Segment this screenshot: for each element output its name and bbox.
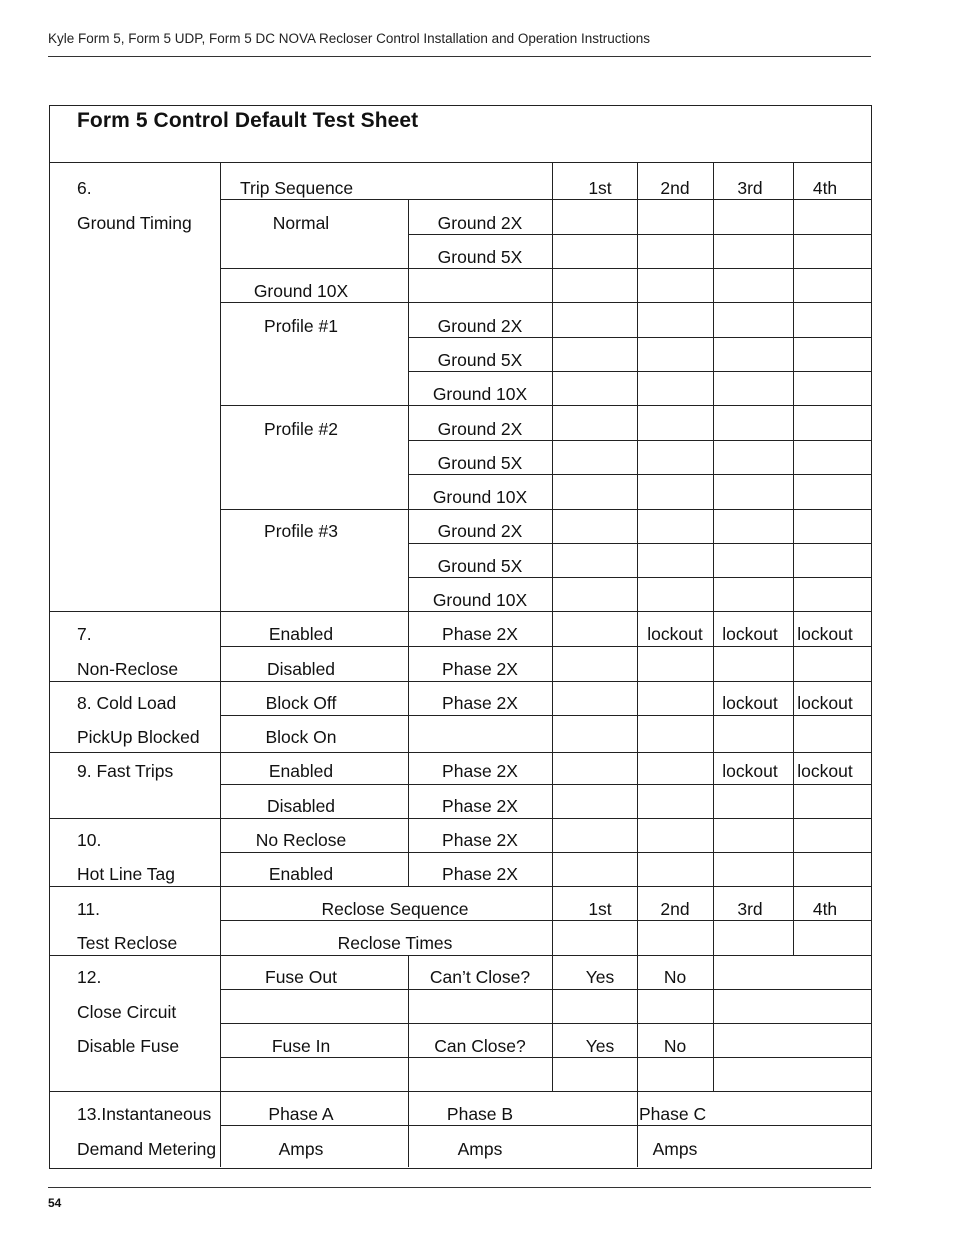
s7-num: 7.: [77, 624, 92, 644]
col-divider: [793, 162, 794, 955]
s9-lockout-4th: lockout: [797, 761, 853, 781]
amps-b: Amps: [457, 1139, 503, 1159]
grid-line-h: [408, 234, 871, 235]
col-divider: [637, 162, 638, 1167]
s12-no: No: [663, 1036, 687, 1056]
s7-lockout-4th: lockout: [797, 624, 853, 644]
grid-line-h: [220, 509, 871, 510]
grid-line-h: [220, 852, 871, 853]
grid-line-h: [408, 577, 871, 578]
s12-yes: Yes: [585, 967, 615, 987]
cant-close: Can’t Close?: [429, 967, 531, 987]
s10-name: Hot Line Tag: [77, 864, 175, 884]
page-number: 54: [48, 1196, 62, 1210]
amps-a: Amps: [278, 1139, 324, 1159]
grid-line-h: [220, 646, 871, 647]
section-divider: [49, 955, 871, 956]
ground-5x: Ground 5X: [437, 556, 523, 576]
s12-name-2: Disable Fuse: [77, 1036, 180, 1056]
s8-phase: Phase 2X: [442, 693, 518, 713]
s11-col-1st: 1st: [588, 899, 612, 919]
s8-block-off: Block Off: [265, 693, 337, 713]
section-divider: [49, 752, 871, 753]
s9-name: 9. Fast Trips: [77, 761, 174, 781]
s10-phase: Phase 2X: [442, 864, 518, 884]
section-divider: [49, 818, 871, 819]
running-header: Kyle Form 5, Form 5 UDP, Form 5 DC NOVA Recloser Control Installation and Operation Instructions: [48, 31, 650, 46]
phase-b: Phase B: [446, 1104, 514, 1124]
grid-line-h: [220, 715, 871, 716]
grid-line-h: [220, 199, 871, 200]
s8-lockout-3rd: lockout: [722, 693, 778, 713]
col-4th: 4th: [812, 178, 838, 198]
ground-2x: Ground 2X: [437, 316, 523, 336]
grid-line-h: [220, 1057, 871, 1058]
section-divider: [49, 1091, 871, 1092]
s11-name: Test Reclose: [77, 933, 178, 953]
s12-no: No: [663, 967, 687, 987]
s7-phase: Phase 2X: [442, 624, 518, 644]
ground-5x: Ground 5X: [437, 453, 523, 473]
s8-name: 8. Cold Load: [77, 693, 177, 713]
s7-lockout-3rd: lockout: [722, 624, 778, 644]
col-3rd: 3rd: [737, 178, 763, 198]
s8-block-on: Block On: [265, 727, 337, 747]
ground-10x: Ground 10X: [432, 487, 528, 507]
s7-name: Non-Reclose: [77, 659, 179, 679]
ground-10x-normal: Ground 10X: [253, 281, 349, 301]
fuse-in: Fuse In: [271, 1036, 331, 1056]
grid-line-h: [220, 784, 871, 785]
grid-line-h: [408, 371, 871, 372]
reclose-sequence: Reclose Sequence: [321, 899, 469, 919]
s10-enabled: Enabled: [268, 864, 334, 884]
s11-num: 11.: [77, 899, 101, 919]
profile-3: Profile #3: [264, 521, 338, 541]
grid-line-h: [220, 268, 871, 269]
s8-lockout-4th: lockout: [797, 693, 853, 713]
section-divider: [49, 681, 871, 682]
s7-disabled: Disabled: [266, 659, 336, 679]
s9-phase: Phase 2X: [442, 761, 518, 781]
ground-2x: Ground 2X: [437, 213, 523, 233]
s10-phase: Phase 2X: [442, 830, 518, 850]
footer-rule: [48, 1187, 871, 1188]
s13-name-2: Demand Metering: [77, 1139, 217, 1159]
grid-line-h: [220, 1023, 871, 1024]
grid-line-h: [408, 337, 871, 338]
s7-enabled: Enabled: [268, 624, 334, 644]
s11-col-3rd: 3rd: [737, 899, 763, 919]
s10-num: 10.: [77, 830, 102, 850]
s6-name: Ground Timing: [77, 213, 192, 233]
s8-name-2: PickUp Blocked: [77, 727, 200, 747]
ground-5x: Ground 5X: [437, 350, 523, 370]
ground-10x: Ground 10X: [432, 384, 528, 404]
s10-no-reclose: No Reclose: [255, 830, 347, 850]
grid-line-h: [408, 474, 871, 475]
grid-line-h: [408, 440, 871, 441]
ground-2x: Ground 2X: [437, 521, 523, 541]
grid-line-h: [220, 1125, 871, 1126]
s7-lockout-2nd: lockout: [647, 624, 703, 644]
s11-col-4th: 4th: [812, 899, 838, 919]
can-close: Can Close?: [434, 1036, 526, 1056]
s9-lockout-3rd: lockout: [722, 761, 778, 781]
s13-name: 13.Instantaneous: [77, 1104, 212, 1124]
s12-yes: Yes: [585, 1036, 615, 1056]
grid-line-h: [408, 543, 871, 544]
sheet-title: Form 5 Control Default Test Sheet: [77, 109, 419, 132]
grid-line-h: [220, 989, 871, 990]
phase-a: Phase A: [268, 1104, 334, 1124]
s6-num: 6.: [77, 178, 92, 198]
section-divider: [49, 886, 871, 887]
grid-line-h: [220, 920, 871, 921]
s9-phase: Phase 2X: [442, 796, 518, 816]
col-divider: [220, 162, 221, 1167]
ground-10x: Ground 10X: [432, 590, 528, 610]
col-2nd: 2nd: [660, 178, 690, 198]
section-divider: [49, 162, 871, 163]
col-1st: 1st: [588, 178, 612, 198]
grid-line-h: [220, 302, 871, 303]
s9-enabled: Enabled: [268, 761, 334, 781]
normal-label: Normal: [272, 213, 330, 233]
col-divider: [408, 955, 409, 1167]
s11-col-2nd: 2nd: [660, 899, 690, 919]
grid-line-h: [220, 405, 871, 406]
phase-c: Phase C: [639, 1104, 707, 1124]
s12-name: Close Circuit: [77, 1002, 177, 1022]
trip-sequence-label: Trip Sequence: [240, 178, 354, 198]
profile-1: Profile #1: [264, 316, 338, 336]
s9-disabled: Disabled: [266, 796, 336, 816]
ground-5x: Ground 5X: [437, 247, 523, 267]
header-rule: [48, 56, 871, 57]
fuse-out: Fuse Out: [265, 967, 337, 987]
s7-phase: Phase 2X: [442, 659, 518, 679]
s12-num: 12.: [77, 967, 102, 987]
reclose-times: Reclose Times: [337, 933, 453, 953]
section-divider: [49, 611, 871, 612]
amps-c: Amps: [652, 1139, 698, 1159]
profile-2: Profile #2: [264, 419, 338, 439]
ground-2x: Ground 2X: [437, 419, 523, 439]
